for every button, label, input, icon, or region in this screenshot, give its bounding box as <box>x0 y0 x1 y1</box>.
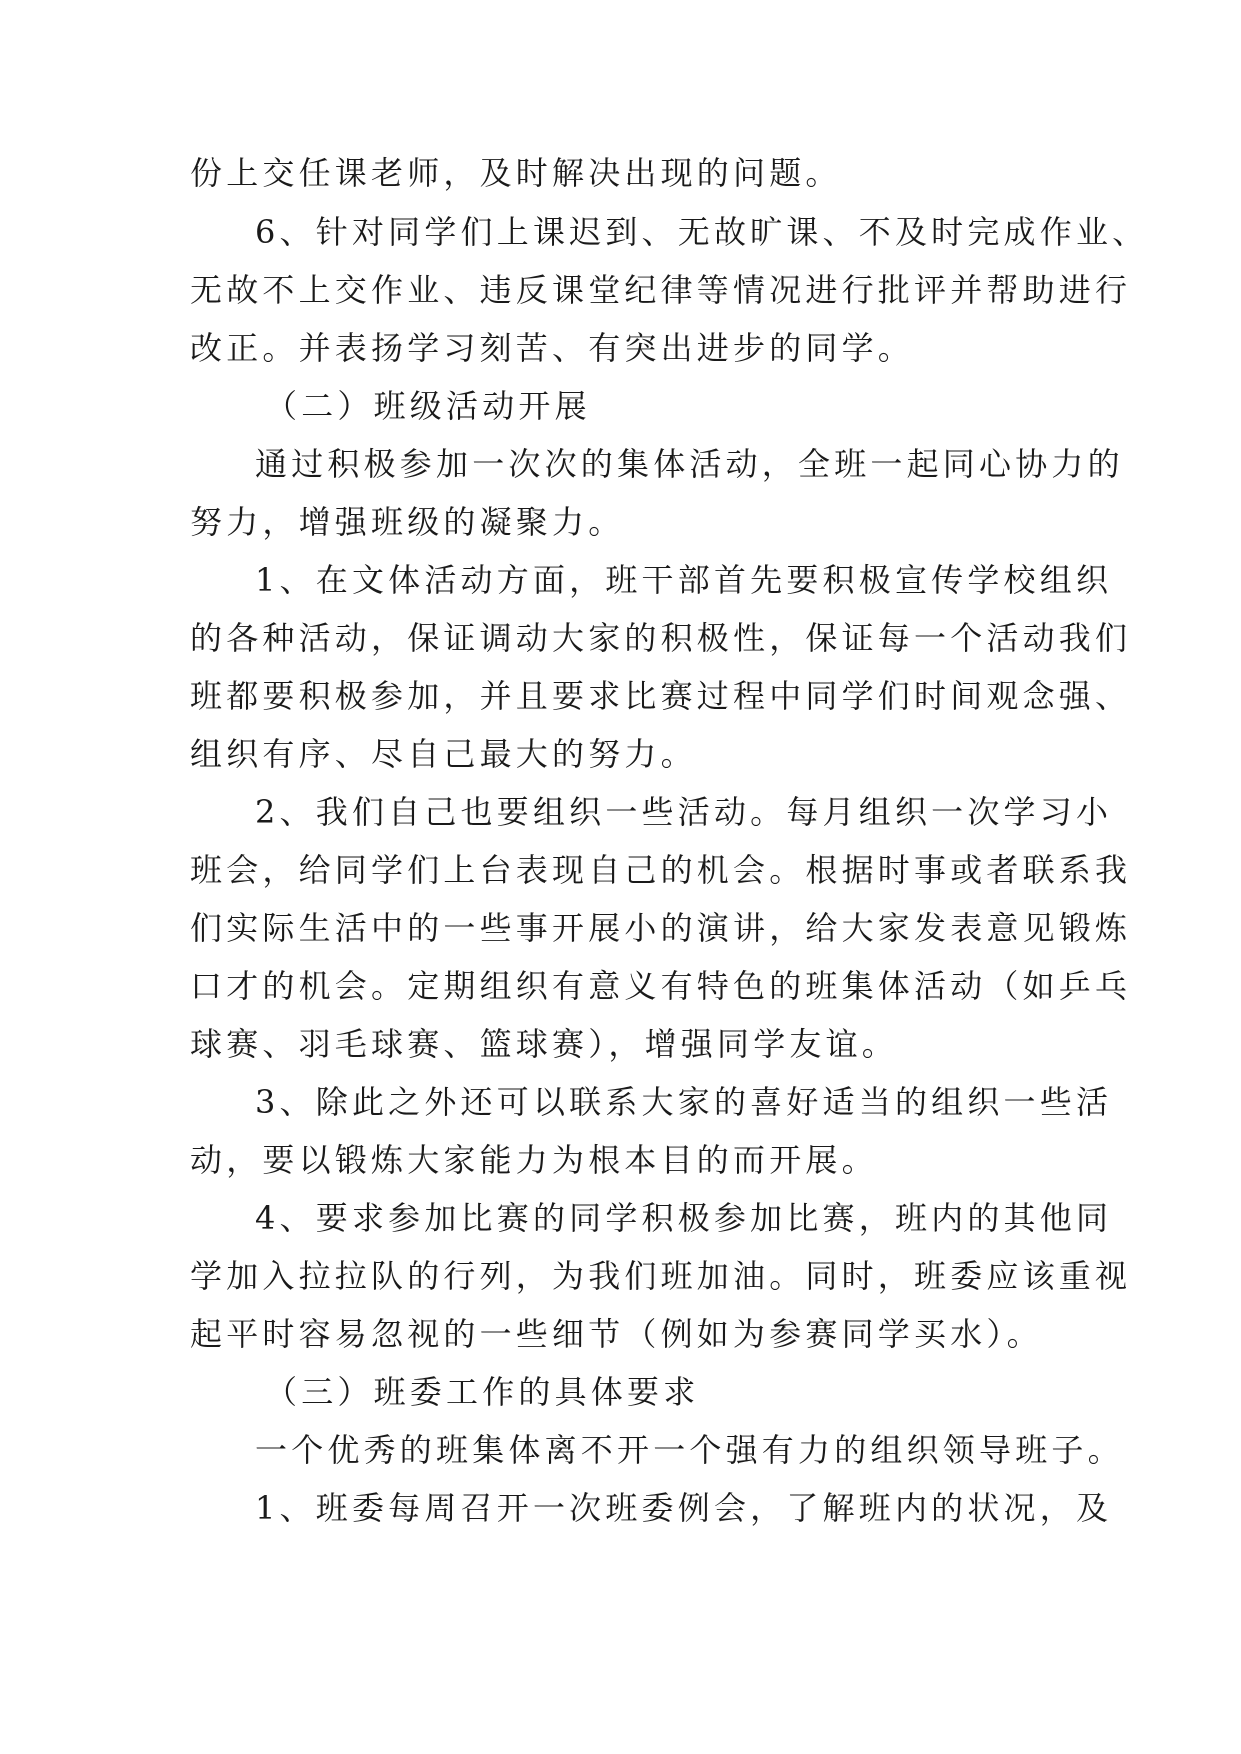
text-line: 组织有序、尽自己最大的努力。 <box>190 735 697 773</box>
text-line: 通过积极参加一次次的集体活动，全班一起同心协力的 <box>255 445 1124 483</box>
text-line: 1、班委每周召开一次班委例会，了解班内的状况，及 <box>255 1489 1113 1527</box>
text-line: 2、我们自己也要组织一些活动。每月组织一次学习小 <box>255 793 1113 831</box>
text-line: 口才的机会。定期组织有意义有特色的班集体活动（如乒乓 <box>190 967 1132 1005</box>
text-line: 动，要以锻炼大家能力为根本目的而开展。 <box>190 1141 878 1179</box>
text-line: 班都要积极参加，并且要求比赛过程中同学们时间观念强、 <box>190 677 1132 715</box>
text-line: 们实际生活中的一些事开展小的演讲，给大家发表意见锻炼 <box>190 909 1132 947</box>
text-line: 努力，增强班级的凝聚力。 <box>190 503 625 541</box>
text-line: 一个优秀的班集体离不开一个强有力的组织领导班子。 <box>255 1431 1124 1469</box>
text-line: 3、除此之外还可以联系大家的喜好适当的组织一些活 <box>255 1083 1113 1121</box>
text-line: 4、要求参加比赛的同学积极参加比赛，班内的其他同 <box>255 1199 1113 1237</box>
text-line: 起平时容易忽视的一些细节（例如为参赛同学买水）。 <box>190 1315 1043 1353</box>
text-line: 无故不上交作业、违反课堂纪律等情况进行批评并帮助进行 <box>190 271 1132 309</box>
text-line: 球赛、羽毛球赛、篮球赛），增强同学友谊。 <box>190 1025 899 1063</box>
text-line: 的各种活动，保证调动大家的积极性，保证每一个活动我们 <box>190 619 1132 657</box>
text-line: 1、在文体活动方面，班干部首先要积极宣传学校组织 <box>255 561 1113 599</box>
text-line: 学加入拉拉队的行列，为我们班加油。同时，班委应该重视 <box>190 1257 1132 1295</box>
text-line: 份上交任课老师，及时解决出现的问题。 <box>190 154 842 192</box>
text-line: 6、针对同学们上课迟到、无故旷课、不及时完成作业、 <box>255 213 1149 251</box>
text-line: 班会，给同学们上台表现自己的机会。根据时事或者联系我 <box>190 851 1132 889</box>
section-heading: （三）班委工作的具体要求 <box>265 1373 700 1411</box>
section-heading: （二）班级活动开展 <box>265 387 591 425</box>
text-line: 改正。并表扬学习刻苦、有突出进步的同学。 <box>190 329 915 367</box>
